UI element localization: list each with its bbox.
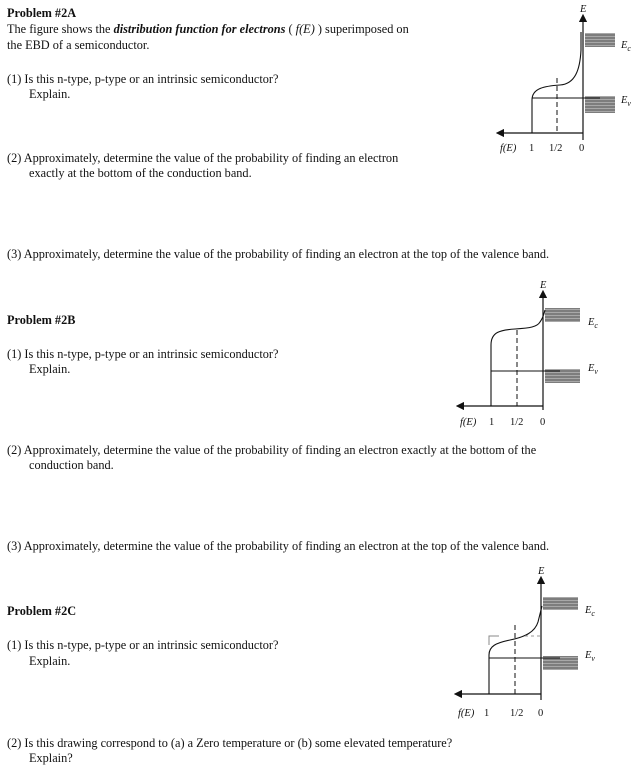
problem-2a-intro <box>7 22 409 37</box>
tick-0: 0 <box>540 417 546 428</box>
problem-2a-intro-line2: the EBD of a semiconductor. <box>7 38 150 52</box>
fe-label: f(E) <box>460 417 477 428</box>
problem-2c-title: Problem #2C <box>7 604 77 618</box>
tick-0: 0 <box>538 708 544 719</box>
intro-suffix: ) superimposed on <box>314 22 409 36</box>
energy-label: E <box>538 566 545 577</box>
diagram-c <box>458 566 595 719</box>
problem-2c-q1: (1) Is this n-type, p-type or an intrinsic semiconductor? <box>7 638 279 652</box>
problem-2b-q2-line2: conduction band. <box>29 458 114 472</box>
problem-2a-title: Problem #2A <box>7 6 77 20</box>
problem-2a-q1: (1) Is this n-type, p-type or an intrinsic semiconductor? <box>7 72 279 86</box>
intro-emphasis: distribution function for electrons <box>113 22 286 36</box>
tick-1: 1 <box>489 417 495 428</box>
tick-half: 1/2 <box>510 417 524 428</box>
energy-label: E <box>540 280 547 291</box>
distribution-curve <box>491 310 545 406</box>
tick-1: 1 <box>529 143 535 154</box>
tick-half: 1/2 <box>549 143 563 154</box>
tick-1: 1 <box>484 708 490 719</box>
problem-2b-q3: (3) Approximately, determine the value of the probability of finding an electron at the top of the valence band. <box>7 539 550 553</box>
problem-2b-q1-line2: Explain. <box>29 362 71 376</box>
problem-2b-q1: (1) Is this n-type, p-type or an intrinsic semiconductor? <box>7 347 279 361</box>
ev-label: $E_v$ <box>621 95 631 108</box>
intro-mid: ( <box>285 22 296 36</box>
ec-label: $E_c$ <box>585 605 595 618</box>
diagram-a <box>500 4 631 154</box>
ec-label: $E_c$ <box>621 40 631 53</box>
problem-2c-q2: (2) Is this drawing correspond to (a) a Zero temperature or (b) some elevated temperature? <box>7 736 453 750</box>
step-function <box>489 636 499 645</box>
ev-label: $E_v$ <box>585 650 595 663</box>
problem-2b-q2: (2) Approximately, determine the value of the probability of finding an electron exactly at the bottom of the <box>7 443 537 457</box>
tick-0: 0 <box>579 143 585 154</box>
problem-2a-q1-line2: Explain. <box>29 87 71 101</box>
conduction-band <box>545 308 580 322</box>
problem-2a-q2-line2: exactly at the bottom of the conduction band. <box>29 166 252 180</box>
tick-half: 1/2 <box>510 708 524 719</box>
conduction-band <box>585 33 615 47</box>
valence-band <box>545 369 580 383</box>
distribution-curve <box>489 606 542 694</box>
problem-2c-q2-line2: Explain? <box>29 751 73 765</box>
intro-prefix: The figure shows the <box>7 22 114 36</box>
fe-label: f(E) <box>500 143 517 154</box>
valence-band <box>585 96 615 113</box>
energy-label: E <box>580 4 587 15</box>
fe-label: f(E) <box>458 708 475 719</box>
intro-fe: f(E) <box>295 22 315 36</box>
problem-2a-q3: (3) Approximately, determine the value of the probability of finding an electron at the top of the valence band. <box>7 247 550 261</box>
ev-label: $E_v$ <box>588 363 598 376</box>
problem-2b-title: Problem #2B <box>7 313 76 327</box>
distribution-curve <box>532 32 581 133</box>
diagram-b <box>460 280 598 428</box>
problem-2c-q1-line2: Explain. <box>29 654 71 668</box>
ec-label: $E_c$ <box>588 317 598 330</box>
conduction-band <box>543 597 578 610</box>
problem-2a-q2: (2) Approximately, determine the value of the probability of finding an electron <box>7 151 399 165</box>
valence-band <box>543 656 578 670</box>
